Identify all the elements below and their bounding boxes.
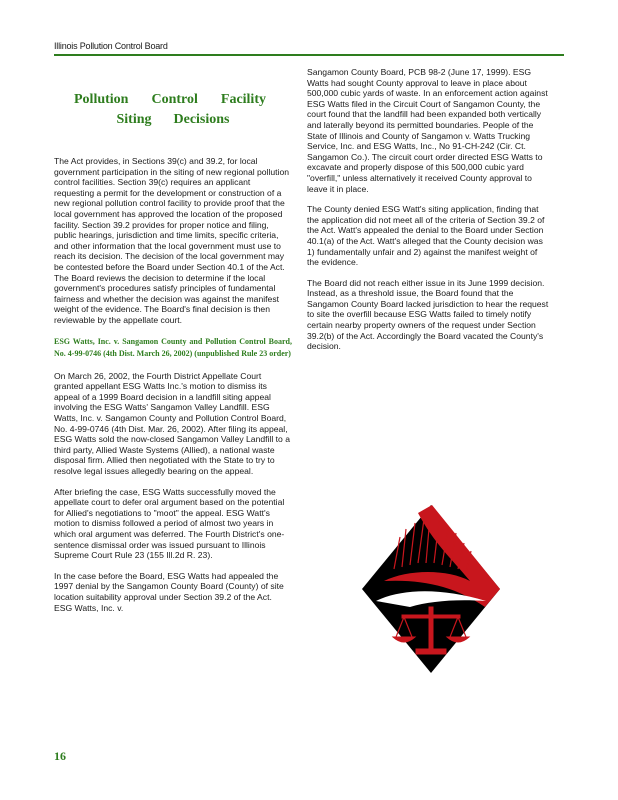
heading-word: Siting xyxy=(116,112,152,127)
body-paragraph: In the case before the Board, ESG Watts had appealed the 1997 denial by the Sangamon County Board (County) of site location suitability approval under Section 39.2 of the Act. ESG Watts, Inc. v. xyxy=(54,570,284,613)
intro-paragraph: The Act provides, in Sections 39(c) and 39.2, for local government participation in the siting of new regional pollution control facilities. Section 39(c) requires an applicant requesting a permit for the development or construction of a new regional pollution control facility to provide proof that the local government has approved the location of the proposed facility. Section 39.2 provides for proper notice and filing, public hearings, jurisdiction and time limits, specific criteria, and other information that the local government must use to reach its decision. The decision of the local government may be contested before the Board under Section 40.1 of the Act. The Board reviews the decision to determine if the local government's procedures satisfy principles of fundamental fairness and whether the decision was against the manifest weight of the evidence. The Board's final decision is then reviewable by the appellate court. xyxy=(54,156,290,325)
case-citation: ESG Watts, Inc. v. Sangamon County and Pollution Control Board, No. 4-99-0746 (4th Dist. March 26, 2002) (unpublished Rule 23 order) xyxy=(54,336,292,359)
heading-word: Pollution xyxy=(74,92,129,107)
body-paragraph: On March 26, 2002, the Fourth District Appellate Court granted appellant ESG Watts Inc.'s motion to dismiss its appeal of a 1999 Board decision in a landfill siting appeal involving the ESG Watts' Sangamon Valley Landfill. ESG Watts, Inc. v. Sangamon County and Pollution Control Board, No. 4-99-0746 (4th Dist. Mar. 26, 2002). After filing its appeal, ESG Watts sold the now-closed Sangamon Valley Landfill to a third party, Allied Waste Systems (Allied), a national waste disposal firm. Allied then negotiated with the State to try to resolve legal issues allegedly bearing on the appeal. xyxy=(54,370,290,477)
body-paragraph: Sangamon County Board, PCB 98-2 (June 17, 1999). ESG Watts had sought County approval to leave in place about 500,000 cubic yards of waste. In an enforcement action against ESG Watts filed in the Circuit Court of Sangamon County, the court found that the landfill had been expanded both vertically and laterally beyond its permitted boundaries. People of the State of Illinois and County of Sangamon v. Watts Trucking Service, Inc. and ESG Watts, Inc., No 91-CH-242 (Cir. Ct. Sangamon Co.). The circuit court order directed ESG Watts to excavate and properly dispose of this 500,000 cubic yard "overfill," unless alternatively it received County approval to leave it in place. xyxy=(307,67,548,194)
heading-word: Facility xyxy=(220,92,266,107)
left-column xyxy=(54,90,292,623)
heading-word: Decisions xyxy=(173,112,230,127)
header-rule xyxy=(54,54,564,56)
body-paragraph: After briefing the case, ESG Watts successfully moved the appellate court to defer oral argument based on the potential for Allied's negotiations to "moot" the appeal. ESG Watt's motion to dismiss followed a period of almost two years in which oral argument was deferred. The Fourth District's one-sentence dismissal order was issued pursuant to Illinois Supreme Court Rule 23 (155 Ill.2d R. 23). xyxy=(54,486,285,561)
body-paragraph: The County denied ESG Watt's siting application, finding that the application did not meet all of the criteria of Section 39.2 of the Act. Watt's appealed the denial to the Board under Section 40.1(a) of the Act. Watt's alleged that the County decision was 1) fundamentally unfair and 2) against the manifest weight of the evidence. xyxy=(307,204,545,268)
running-header: Illinois Pollution Control Board xyxy=(54,41,168,51)
section-heading xyxy=(54,90,292,130)
right-column xyxy=(307,67,550,362)
scales-of-justice-emblem xyxy=(360,503,502,675)
page-number: 16 xyxy=(54,749,66,763)
heading-word: Control xyxy=(151,92,198,107)
body-paragraph: The Board did not reach either issue in its June 1999 decision. Instead, as a threshold issue, the Board found that the Sangamon County Board lacked jurisdiction to hear the request to site the overfill because ESG Watts failed to timely notify certain nearby property owners of the request under Section 39.2(b) of the Act. Accordingly the Board vacated the County's decision. xyxy=(307,277,549,352)
